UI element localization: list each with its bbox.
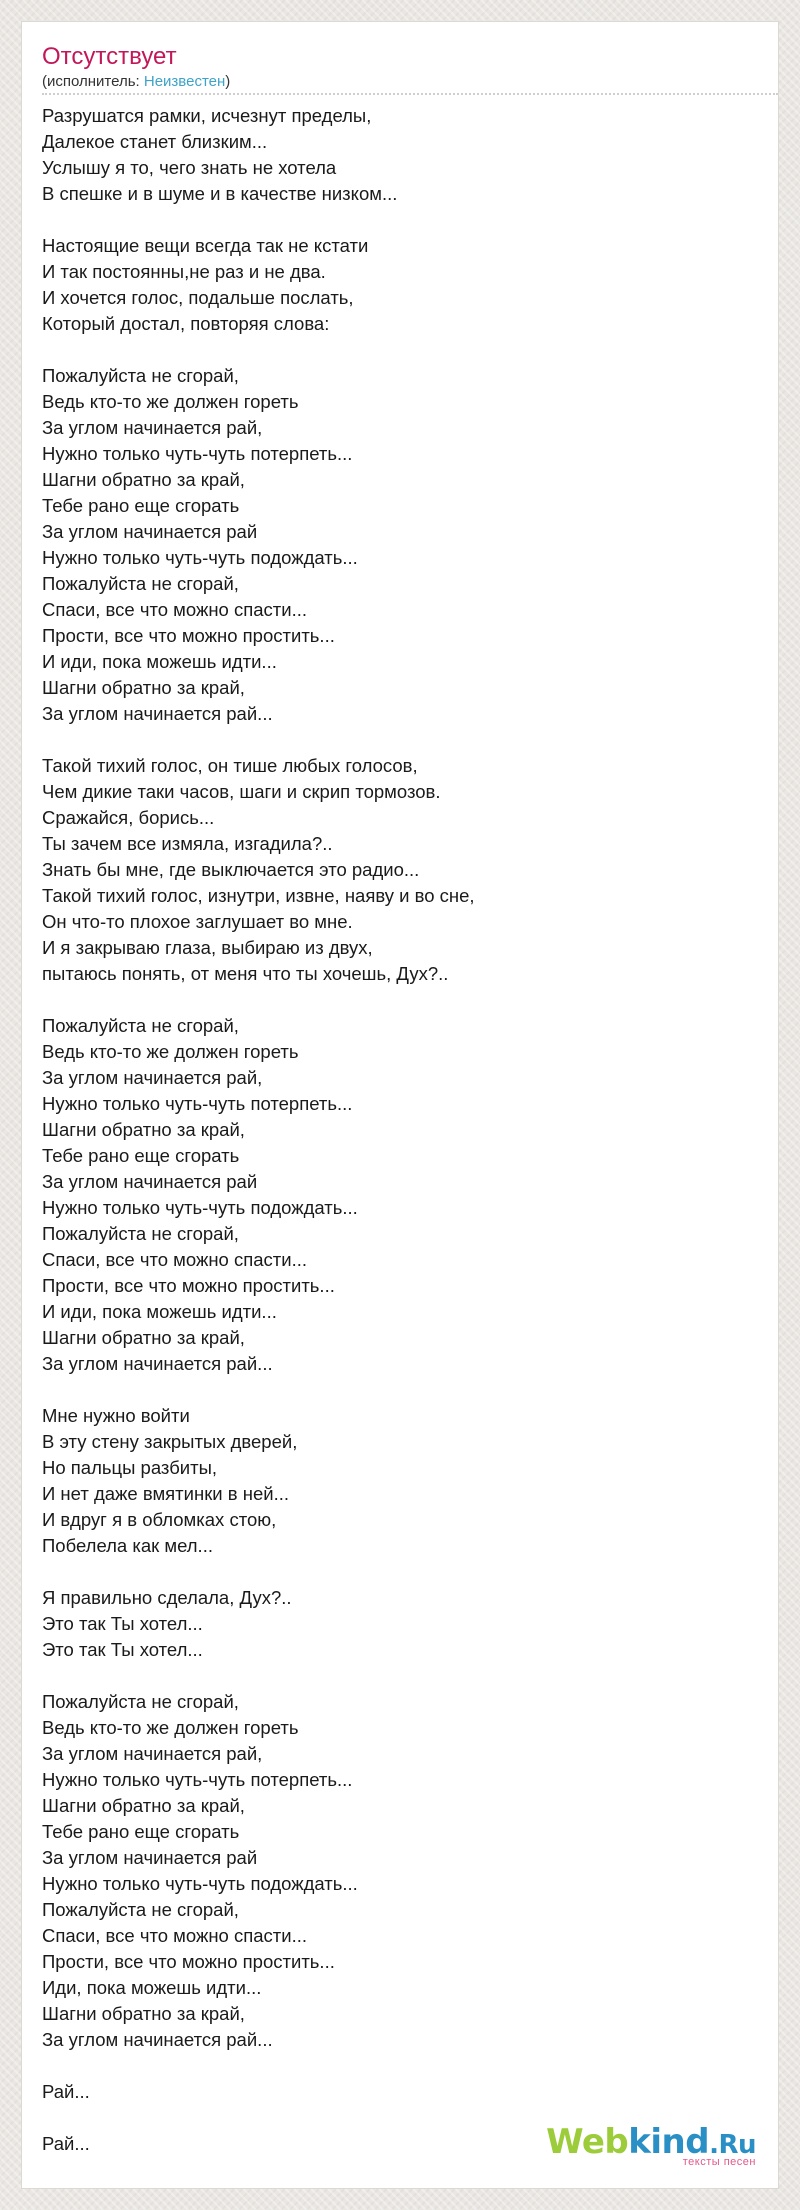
lyric-line: Тебе рано еще сгорать (42, 1821, 240, 1842)
lyric-line: Пожалуйста не сгорай, (42, 1899, 239, 1920)
lyric-line: Но пальцы разбиты, (42, 1457, 218, 1478)
lyric-line: Пожалуйста не сгорай, (42, 1223, 239, 1244)
performer-prefix: (исполнитель: (42, 73, 144, 90)
lyric-line: Тебе рано еще сгорать (42, 495, 240, 516)
lyric-line: Настоящие вещи всегда так не кстати (42, 235, 369, 256)
lyric-line: Такой тихий голос, изнутри, извне, наяву и во сне, (42, 885, 475, 906)
lyric-line: Прости, все что можно простить... (42, 625, 335, 646)
title-divider (42, 93, 778, 95)
lyric-line: За углом начинается рай (42, 1171, 258, 1192)
lyric-line: И иди, пока можешь идти... (42, 651, 277, 672)
lyric-line: Ведь кто-то же должен гореть (42, 391, 299, 412)
lyric-line (42, 2053, 762, 2079)
performer-suffix: ) (225, 73, 231, 90)
lyric-line: Спаси, все что можно спасти... (42, 1249, 308, 1270)
lyric-line: Побелела как мел... (42, 1535, 213, 1556)
lyric-line (42, 727, 762, 753)
lyric-line: Ведь кто-то же должен гореть (42, 1041, 299, 1062)
lyric-line: Разрушатся рамки, исчезнут пределы, (42, 105, 372, 126)
lyric-line (42, 337, 762, 363)
lyric-line: Рай... (42, 2133, 90, 2154)
lyric-line: Я правильно сделала, Дух?.. (42, 1587, 292, 1608)
lyric-line: За углом начинается рай... (42, 2029, 273, 2050)
song-title: Отсутствует (42, 43, 177, 70)
lyric-line (42, 1559, 762, 1585)
lyric-line: Шагни обратно за край, (42, 1795, 245, 1816)
lyric-line: Это так Ты хотел... (42, 1639, 203, 1660)
lyric-line: Чем дикие таки часов, шаги и скрип тормозов. (42, 781, 441, 802)
lyric-line: Иди, пока можешь идти... (42, 1977, 262, 1998)
lyric-line: Пожалуйста не сгорай, (42, 365, 239, 386)
lyric-line: Нужно только чуть-чуть подождать... (42, 547, 358, 568)
lyric-line: Пожалуйста не сгорай, (42, 1691, 239, 1712)
lyric-line: Нужно только чуть-чуть подождать... (42, 1873, 358, 1894)
performer-line (42, 72, 230, 92)
lyric-line: Прости, все что можно простить... (42, 1275, 335, 1296)
lyric-line: За углом начинается рай (42, 1847, 258, 1868)
lyric-line: Шагни обратно за край, (42, 1327, 245, 1348)
lyric-line: Тебе рано еще сгорать (42, 1145, 240, 1166)
lyric-line: За углом начинается рай (42, 521, 258, 542)
lyric-line: Нужно только чуть-чуть потерпеть... (42, 1093, 353, 1114)
lyric-line: Это так Ты хотел... (42, 1613, 203, 1634)
lyric-line: Далекое станет близким... (42, 131, 268, 152)
lyric-line: В спешке и в шуме и в качестве низком... (42, 183, 398, 204)
lyric-line: И я закрываю глаза, выбираю из двух, (42, 937, 373, 958)
lyric-line: Шагни обратно за край, (42, 677, 245, 698)
lyric-line: За углом начинается рай... (42, 1353, 273, 1374)
lyric-line: Сражайся, борись... (42, 807, 215, 828)
lyric-line: За углом начинается рай... (42, 703, 273, 724)
lyric-line: Ведь кто-то же должен гореть (42, 1717, 299, 1738)
lyric-line: И так постоянны,не раз и не два. (42, 261, 326, 282)
lyric-line: В эту стену закрытых дверей, (42, 1431, 298, 1452)
lyrics-card (22, 22, 778, 2188)
lyric-line: Спаси, все что можно спасти... (42, 1925, 308, 1946)
lyric-line: Шагни обратно за край, (42, 469, 245, 490)
lyric-line: Мне нужно войти (42, 1405, 190, 1426)
lyric-line: За углом начинается рай, (42, 417, 263, 438)
lyric-line: Нужно только чуть-чуть потерпеть... (42, 1769, 353, 1790)
lyric-line: Который достал, повторяя слова: (42, 313, 330, 334)
lyric-line (42, 1377, 762, 1403)
site-logo[interactable] (546, 2122, 756, 2168)
lyric-line: Нужно только чуть-чуть подождать... (42, 1197, 358, 1218)
lyric-line (42, 1663, 762, 1689)
lyric-line: И иди, пока можешь идти... (42, 1301, 277, 1322)
lyrics-text (42, 103, 762, 2157)
lyric-line: Шагни обратно за край, (42, 1119, 245, 1140)
site-logo-name: Webkind.Ru (546, 2122, 756, 2162)
lyric-line: И хочется голос, подальше послать, (42, 287, 354, 308)
lyric-line (42, 207, 762, 233)
lyric-line: Шагни обратно за край, (42, 2003, 245, 2024)
lyric-line: Пожалуйста не сгорай, (42, 1015, 239, 1036)
lyric-line: Такой тихий голос, он тише любых голосов, (42, 755, 418, 776)
lyric-line: Ты зачем все измяла, изгадила?.. (42, 833, 333, 854)
lyric-line: Он что-то плохое заглушает во мне. (42, 911, 353, 932)
artist-link[interactable]: Неизвестен (143, 73, 226, 90)
lyric-line: Спаси, все что можно спасти... (42, 599, 308, 620)
lyric-line: пытаюсь понять, от меня что ты хочешь, Дух?.. (42, 963, 449, 984)
lyric-line: Прости, все что можно простить... (42, 1951, 335, 1972)
lyric-line: Услышу я то, чего знать не хотела (42, 157, 337, 178)
lyric-line: И нет даже вмятинки в ней... (42, 1483, 290, 1504)
lyric-line (42, 987, 762, 1013)
site-tagline: тексты песен (682, 2156, 756, 2168)
lyric-line: За углом начинается рай, (42, 1743, 263, 1764)
lyric-line: Пожалуйста не сгорай, (42, 573, 239, 594)
lyric-line: За углом начинается рай, (42, 1067, 263, 1088)
lyric-line: Знать бы мне, где выключается это радио... (42, 859, 420, 880)
lyric-line: Нужно только чуть-чуть потерпеть... (42, 443, 353, 464)
lyric-line: Рай... (42, 2081, 90, 2102)
lyric-line: И вдруг я в обломках стою, (42, 1509, 277, 1530)
